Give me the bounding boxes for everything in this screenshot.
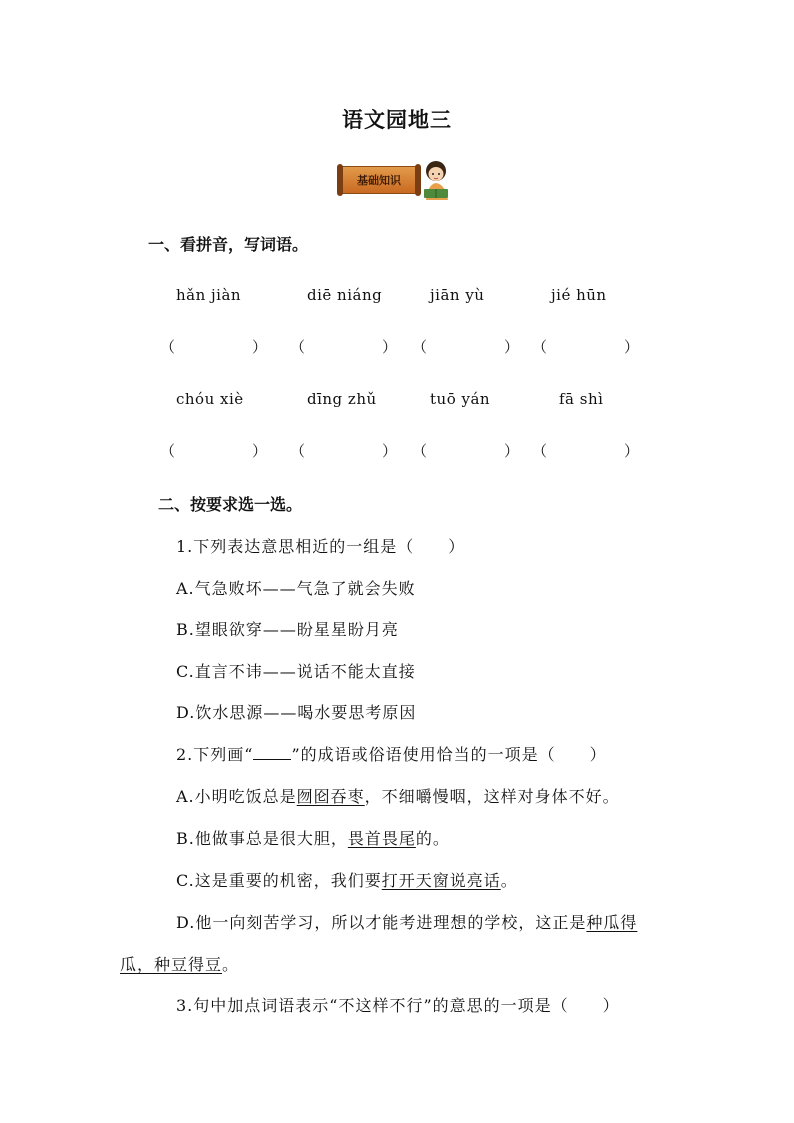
reading-child-icon <box>418 158 456 200</box>
question-3-stem: 3.句中加点词语表示“不这样不行”的意思的一项是（ ） <box>176 996 620 1015</box>
question-2-stem-end: ”的成语或俗语使用恰当的一项是（ ） <box>291 745 607 764</box>
page-title: 语文园地三 <box>342 107 452 132</box>
question-2-option-d <box>176 910 637 933</box>
option-b-text: B.他做事总是很大胆， <box>176 829 348 848</box>
question-1-stem: 1.下列表达意思相近的一组是（ ） <box>176 537 466 556</box>
pinyin-7: tuō yán <box>430 390 491 408</box>
option-a-text-end: ，不细嚼慢咽，这样对身体不好。 <box>364 787 620 806</box>
question-1-option-d: D.饮水思源——喝水要思考原因 <box>176 703 417 722</box>
option-a-text: A.小明吃饭总是 <box>176 787 297 806</box>
banner-scroll <box>340 166 418 194</box>
question-2-option-b <box>176 826 450 849</box>
question-1-option-b: B.望眼欲穿——盼星星盼月亮 <box>176 620 399 639</box>
answer-paren-open: （ <box>160 442 176 460</box>
answer-paren-open: （ <box>412 442 428 460</box>
answer-paren-close: ） <box>382 338 398 356</box>
option-d-idiom-part2: 瓜，种豆得豆 <box>120 955 223 974</box>
section-banner <box>338 158 456 200</box>
question-2-option-a <box>176 784 620 807</box>
pinyin-6: dīng zhǔ <box>307 390 377 408</box>
question-1-option-c: C.直言不讳——说话不能太直接 <box>176 662 416 681</box>
pinyin-4: jié hūn <box>551 286 607 304</box>
option-c-text: C.这是重要的机密，我们要 <box>176 871 382 890</box>
section-2-heading: 二、按要求选一选。 <box>158 495 303 514</box>
answer-paren-open: （ <box>290 442 306 460</box>
pinyin-1: hǎn jiàn <box>176 286 242 304</box>
option-d-idiom-part1: 种瓜得 <box>586 913 638 932</box>
answer-paren-close: ） <box>252 338 268 356</box>
question-2-option-c <box>176 868 518 891</box>
answer-paren-open: （ <box>412 338 428 356</box>
answer-paren-close: ） <box>504 338 520 356</box>
answer-paren-close: ） <box>624 338 640 356</box>
pinyin-5: chóu xiè <box>176 390 244 408</box>
option-b-text-end: 的。 <box>415 829 450 848</box>
answer-paren-close: ） <box>382 442 398 460</box>
answer-paren-close: ） <box>252 442 268 460</box>
answer-paren-open: （ <box>160 338 176 356</box>
option-a-idiom: 囫囵吞枣 <box>296 787 365 806</box>
underline-sample <box>253 747 291 760</box>
option-d-text-end: 。 <box>222 955 240 974</box>
answer-paren-close: ） <box>624 442 640 460</box>
question-2-option-d-continued <box>120 952 239 975</box>
pinyin-8: fā shì <box>559 390 604 408</box>
answer-paren-open: （ <box>532 442 548 460</box>
question-2-stem-start: 2.下列画“ <box>176 745 254 764</box>
option-c-text-end: 。 <box>500 871 518 890</box>
pinyin-2: diē niáng <box>307 286 383 304</box>
pinyin-3: jiān yù <box>430 286 485 304</box>
option-d-text: D.他一向刻苦学习，所以才能考进理想的学校，这正是 <box>176 913 587 932</box>
option-c-idiom: 打开天窗说亮话 <box>381 871 501 890</box>
answer-paren-open: （ <box>290 338 306 356</box>
option-b-idiom: 畏首畏尾 <box>347 829 416 848</box>
answer-paren-close: ） <box>504 442 520 460</box>
answer-paren-open: （ <box>532 338 548 356</box>
section-1-heading: 一、看拼音，写词语。 <box>148 235 309 254</box>
question-2-stem <box>176 742 607 765</box>
banner-label: 基础知识 <box>357 174 401 187</box>
question-1-option-a: A.气急败坏——气急了就会失败 <box>176 579 416 598</box>
